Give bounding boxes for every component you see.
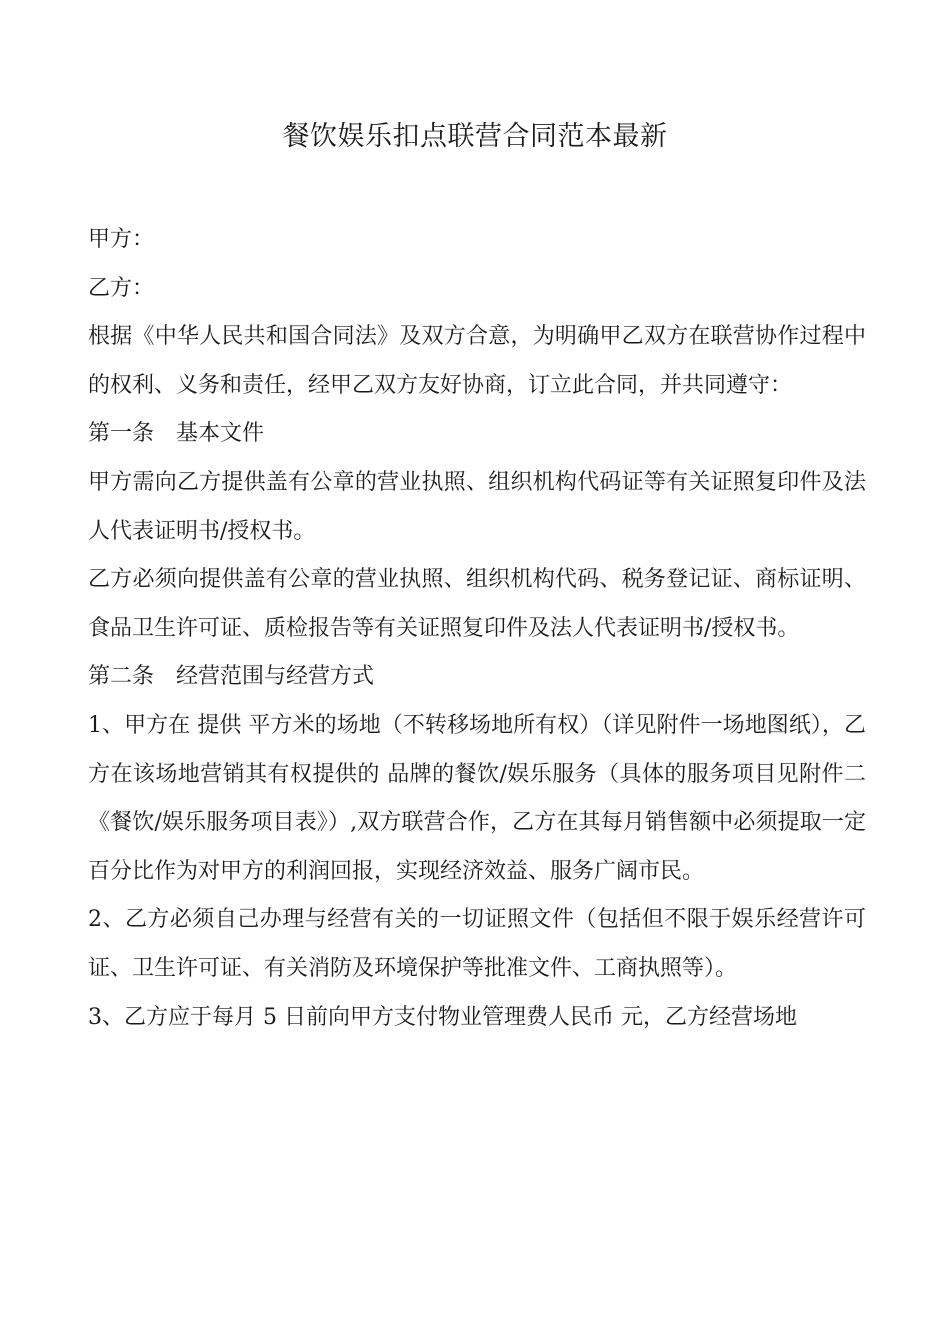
- article-1-paragraph-2: 乙方必须向提供盖有公章的营业执照、组织机构代码、税务登记证、商标证明、食品卫生许可证、质检报告等有关证照复印件及法人代表证明书/授权书。: [88, 567, 866, 641]
- document-body: [88, 216, 866, 1042]
- article-2-clause-2: 2、乙方必须自己办理与经营有关的一切证照文件（包括但不限于娱乐经营许可证、卫生许可证、有关消防及环境保护等批准文件、工商执照等）。: [88, 907, 866, 981]
- document-title: 餐饮娱乐扣点联营合同范本最新: [282, 121, 668, 152]
- article-1-paragraph-1: 甲方需向乙方提供盖有公章的营业执照、组织机构代码证等有关证照复印件及法人代表证明书/授权书。: [88, 469, 866, 544]
- party-b-line: 乙方：: [88, 275, 155, 301]
- article-2-clause-1: 1、甲方在 提供 平方米的场地（不转移场地所有权）（详见附件一场地图纸），乙方在该场地营销其有权提供的 品牌的餐饮/娱乐服务（具体的服务项目见附件二《餐饮/娱乐服务项目表》）,双方联营合作，乙方在其每月销售额中必须提取一定百分比作为对甲方的利润回报，实现经济效益、服务广阔市民。: [88, 712, 866, 884]
- party-a-line: 甲方：: [88, 227, 155, 252]
- article-1-heading: 第一条 基本文件: [88, 421, 265, 447]
- article-2-clause-3: 3、乙方应于每月 5 日前向甲方支付物业管理费人民币 元，乙方经营场地: [88, 1004, 797, 1030]
- preamble-paragraph: 根据《中华人民共和国合同法》及双方合意，为明确甲乙双方在联营协作过程中的权利、义务和责任，经甲乙双方友好协商，订立此合同，并共同遵守：: [88, 324, 866, 398]
- article-2-heading: 第二条 经营范围与经营方式: [88, 664, 375, 690]
